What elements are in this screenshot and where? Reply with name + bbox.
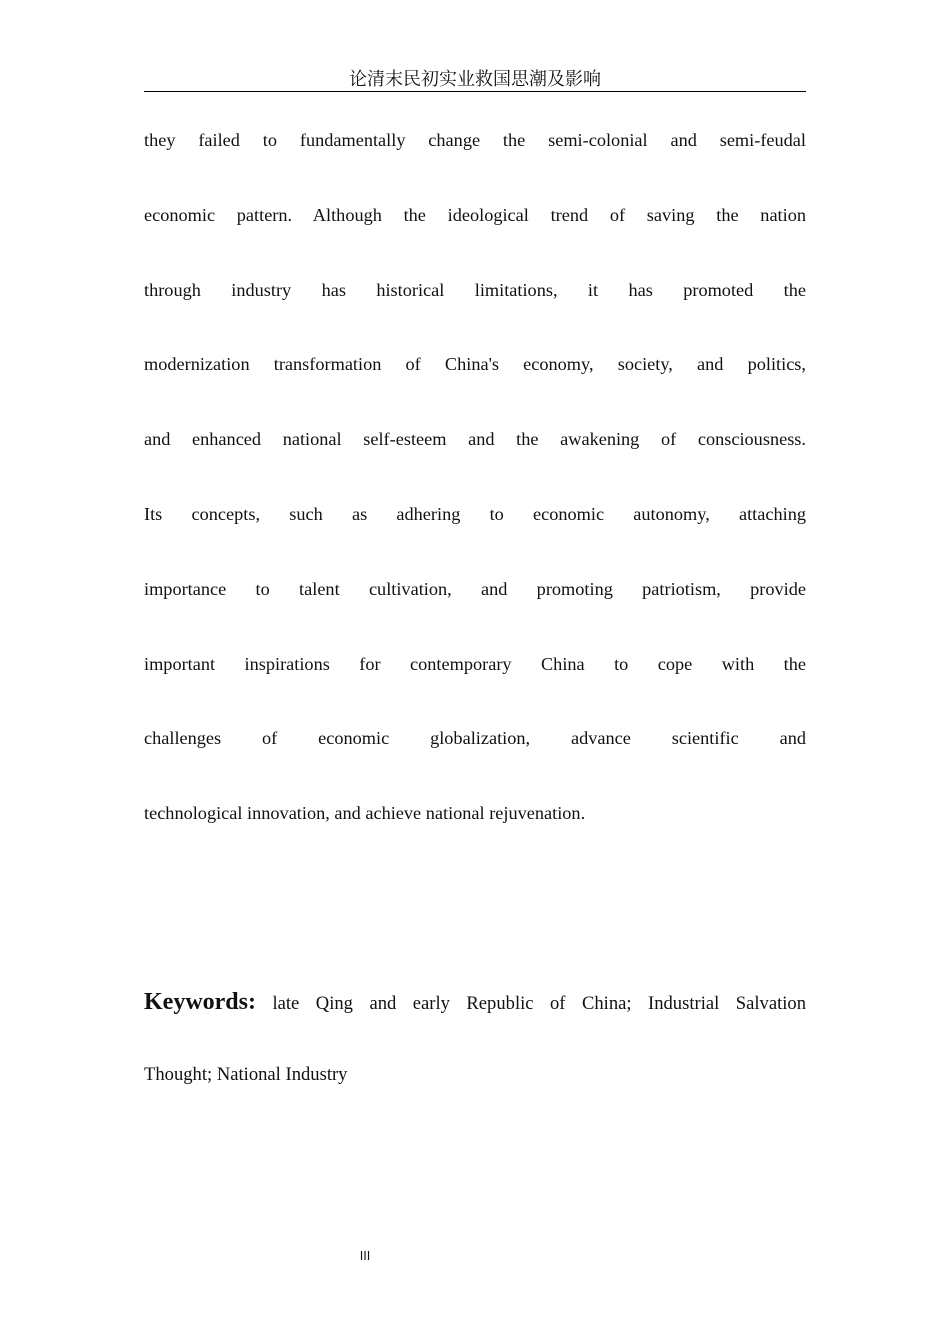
body-line-9: challenges of economic globalization, advance scientific and: [144, 728, 806, 749]
body-line-2: economic pattern. Although the ideological trend of saving the nation: [144, 204, 806, 225]
page-number: III: [359, 1249, 371, 1263]
running-header-title: 论清末民初实业救国思潮及影响: [349, 69, 601, 90]
body-line-8: important inspirations for contemporary China to cope with the: [144, 653, 806, 674]
keywords-line-1: [144, 985, 806, 1058]
body-line-1: they failed to fundamentally change the semi-colonial and semi-feudal: [144, 130, 806, 150]
body-line-5: and enhanced national self-esteem and the awakening of consciousness.: [144, 429, 806, 450]
body-line-7: importance to talent cultivation, and promoting patriotism, provide: [144, 578, 806, 599]
header-rule: [144, 91, 806, 92]
body-line-4: modernization transformation of China's economy, society, and politics,: [144, 354, 806, 375]
body-line-10: technological innovation, and achieve national rejuvenation.: [144, 803, 586, 824]
keywords-line-2: [144, 1058, 806, 1131]
abstract-body: [144, 124, 806, 872]
keywords-section: [144, 985, 806, 1131]
body-line-6: Its concepts, such as adhering to economic autonomy, attaching: [144, 503, 806, 524]
keywords-text-1: late Qing and early Republic of China; Industrial Salvation: [272, 993, 806, 1014]
keywords-label: Keywords:: [144, 989, 256, 1015]
keywords-text-2: Thought; National Industry: [144, 1064, 348, 1085]
body-line-3: through industry has historical limitations, it has promoted the: [144, 279, 806, 300]
